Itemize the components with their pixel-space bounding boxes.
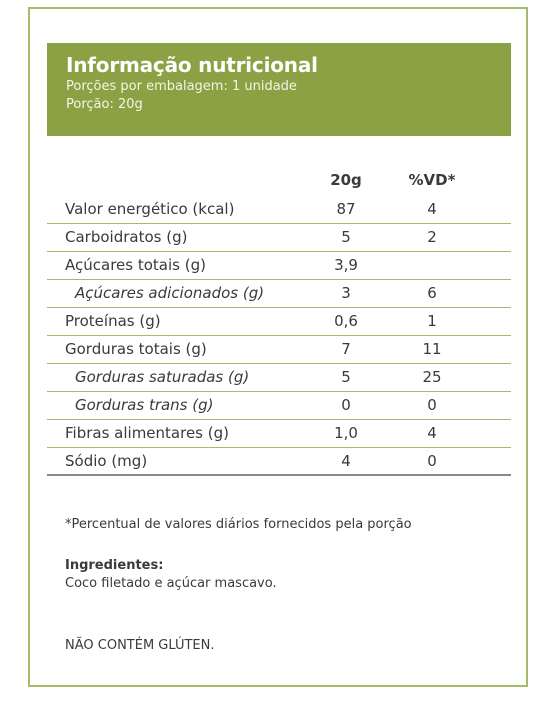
table-row (47, 364, 511, 392)
row-amount: 1,0 (334, 424, 358, 442)
nutrition-header (47, 43, 511, 136)
row-label: Proteínas (g) (65, 312, 161, 330)
row-amount: 87 (336, 200, 356, 218)
row-dv: 6 (427, 284, 437, 302)
table-header-row (47, 168, 511, 196)
row-dv: 4 (427, 200, 437, 218)
row-dv: 2 (427, 228, 437, 246)
row-dv: 4 (427, 424, 437, 442)
row-amount: 0 (341, 396, 351, 414)
row-dv: 11 (422, 340, 442, 358)
row-label: Gorduras totais (g) (65, 340, 207, 358)
table-row (47, 196, 511, 224)
table-row (47, 252, 511, 280)
table-row (47, 280, 511, 308)
table-row (47, 308, 511, 336)
table-row (47, 224, 511, 252)
row-label: Gorduras saturadas (g) (75, 368, 250, 386)
table-row (47, 336, 511, 364)
row-dv: 0 (427, 396, 437, 414)
serving-size: Porção: 20g (66, 97, 143, 112)
ingredients-label: Ingredientes: (65, 558, 164, 573)
table-row (47, 392, 511, 420)
row-dv: 1 (427, 312, 437, 330)
row-label: Gorduras trans (g) (75, 396, 214, 414)
table-row (47, 420, 511, 448)
row-dv: 0 (427, 452, 437, 470)
row-amount: 4 (341, 452, 351, 470)
row-amount: 5 (341, 368, 351, 386)
row-label: Sódio (mg) (65, 452, 148, 470)
row-label: Açúcares totais (g) (65, 256, 206, 274)
nutrition-title: Informação nutricional (66, 53, 318, 77)
row-amount: 0,6 (334, 312, 358, 330)
ingredients-text: Coco filetado e açúcar mascavo. (65, 576, 277, 591)
column-header-dv: %VD* (408, 171, 456, 189)
table-row (47, 448, 511, 476)
daily-value-footnote: *Percentual de valores diários fornecidos pela porção (65, 517, 412, 532)
row-amount: 3 (341, 284, 351, 302)
row-label: Carboidratos (g) (65, 228, 188, 246)
row-label: Fibras alimentares (g) (65, 424, 229, 442)
column-header-amount: 20g (330, 171, 362, 189)
row-amount: 5 (341, 228, 351, 246)
gluten-note: NÃO CONTÉM GLÚTEN. (65, 638, 215, 653)
servings-per-package: Porções por embalagem: 1 unidade (66, 79, 297, 94)
nutrition-table (47, 168, 511, 476)
row-amount: 3,9 (334, 256, 358, 274)
row-dv: 25 (422, 368, 442, 386)
row-label: Valor energético (kcal) (65, 200, 235, 218)
row-label: Açúcares adicionados (g) (75, 284, 265, 302)
row-amount: 7 (341, 340, 351, 358)
